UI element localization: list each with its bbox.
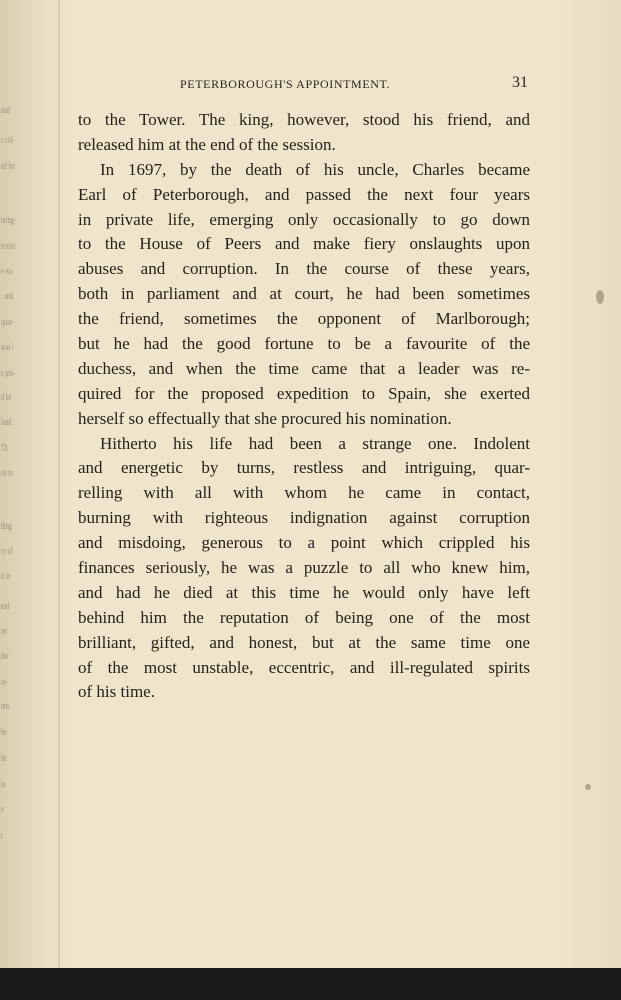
text-line: Earl of Peterborough, and passed the next four years (78, 184, 530, 204)
bleed-fragment: was i (1, 341, 14, 353)
bleed-fragment: ed to (1, 467, 13, 479)
paper-blemish (596, 290, 604, 304)
text-line: behind him the reputation of being one of the most (78, 607, 530, 627)
bleed-fragment: t (1, 830, 3, 842)
body-text (78, 108, 530, 705)
bleed-fragment: he (1, 726, 7, 738)
text-line: to the Tower. The king, however, stood his friend, and (78, 110, 530, 129)
text-line: and energetic by turns, restless and intriguing, quar- (78, 458, 530, 478)
text-line: and misdoing, generous to a point which crippled his (78, 533, 530, 553)
running-head: PETERBOROUGH'S APPOINTMENT. (180, 77, 391, 91)
text-line: both in parliament and at court, he had been sometimes (78, 284, 530, 304)
bleed-fragment: s col- (1, 134, 15, 146)
bleed-fragment: e (1, 803, 4, 815)
text-line: of his time. (78, 682, 155, 702)
page-number: 31 (512, 74, 528, 91)
bleed-fragment: e wa (1, 265, 13, 277)
bleed-fragment: ed for (1, 160, 16, 172)
paragraph (78, 158, 530, 432)
text-line: but he had the good fortune to be a favourite of the (78, 334, 530, 354)
bleed-fragment: the (1, 650, 9, 662)
bleed-fragment: ons (1, 700, 10, 712)
bleed-fragment: he (1, 752, 7, 764)
bleed-fragment: ter (1, 625, 8, 637)
text-line: the friend, sometimes the opponent of Marlborough; (78, 309, 530, 329)
text-line: in private life, emerging only occasionally to go down (78, 209, 530, 229)
text-line: quired for the proposed expedition to Spain, she exerted (78, 383, 530, 403)
text-line: finances seriously, he was a puzzle to all who knew him, (78, 558, 530, 578)
text-line: duchess, and when the time came that a leader was re- (78, 358, 530, 378)
bleed-fragment: Th (1, 442, 8, 454)
bleed-fragment: quar- (1, 316, 14, 328)
text-line: Hitherto his life had been a strange one. Indolent (100, 433, 530, 453)
text-line: to the House of Peers and make fiery onslaughts upon (78, 234, 530, 254)
page-header (76, 74, 528, 96)
bleed-fragment: land. (1, 416, 13, 428)
facing-page-bleed-text (0, 0, 16, 968)
bleed-fragment: oring- (1, 214, 16, 226)
paper-blemish (585, 784, 591, 790)
text-line: brilliant, gifted, and honest, but at the same time one (78, 632, 530, 652)
bleed-fragment: ding (1, 520, 12, 532)
bleed-fragment: ; and (1, 290, 13, 302)
paragraph (78, 432, 530, 706)
bleed-fragment: d in (1, 570, 11, 582)
text-line: relling with all with whom he came in contact, (78, 483, 530, 503)
text-line: herself so effectually that she procured his nomination. (78, 408, 452, 428)
bleed-fragment: ressio (1, 240, 16, 252)
bleed-fragment: ar- (1, 676, 8, 688)
bleed-fragment: e pro- (1, 367, 16, 379)
page-gutter-shadow (58, 0, 61, 968)
bleed-fragment: ead (1, 600, 10, 612)
text-line: of the most unstable, eccentric, and ill-regulated spirits (78, 657, 530, 677)
bleed-fragment: ry of (1, 545, 13, 557)
bleed-fragment: ie (1, 778, 6, 790)
paragraph (78, 108, 530, 158)
text-line: abuses and corruption. In the course of these years, (78, 259, 530, 279)
bleed-fragment: and (1, 104, 10, 116)
text-line: and had he died at this time he would only have left (78, 582, 530, 602)
text-line: burning with righteous indignation against corruption (78, 508, 530, 528)
text-line: In 1697, by the death of his uncle, Charles became (100, 159, 530, 179)
text-line: released him at the end of the session. (78, 134, 336, 154)
bleed-fragment: d he (1, 391, 12, 403)
